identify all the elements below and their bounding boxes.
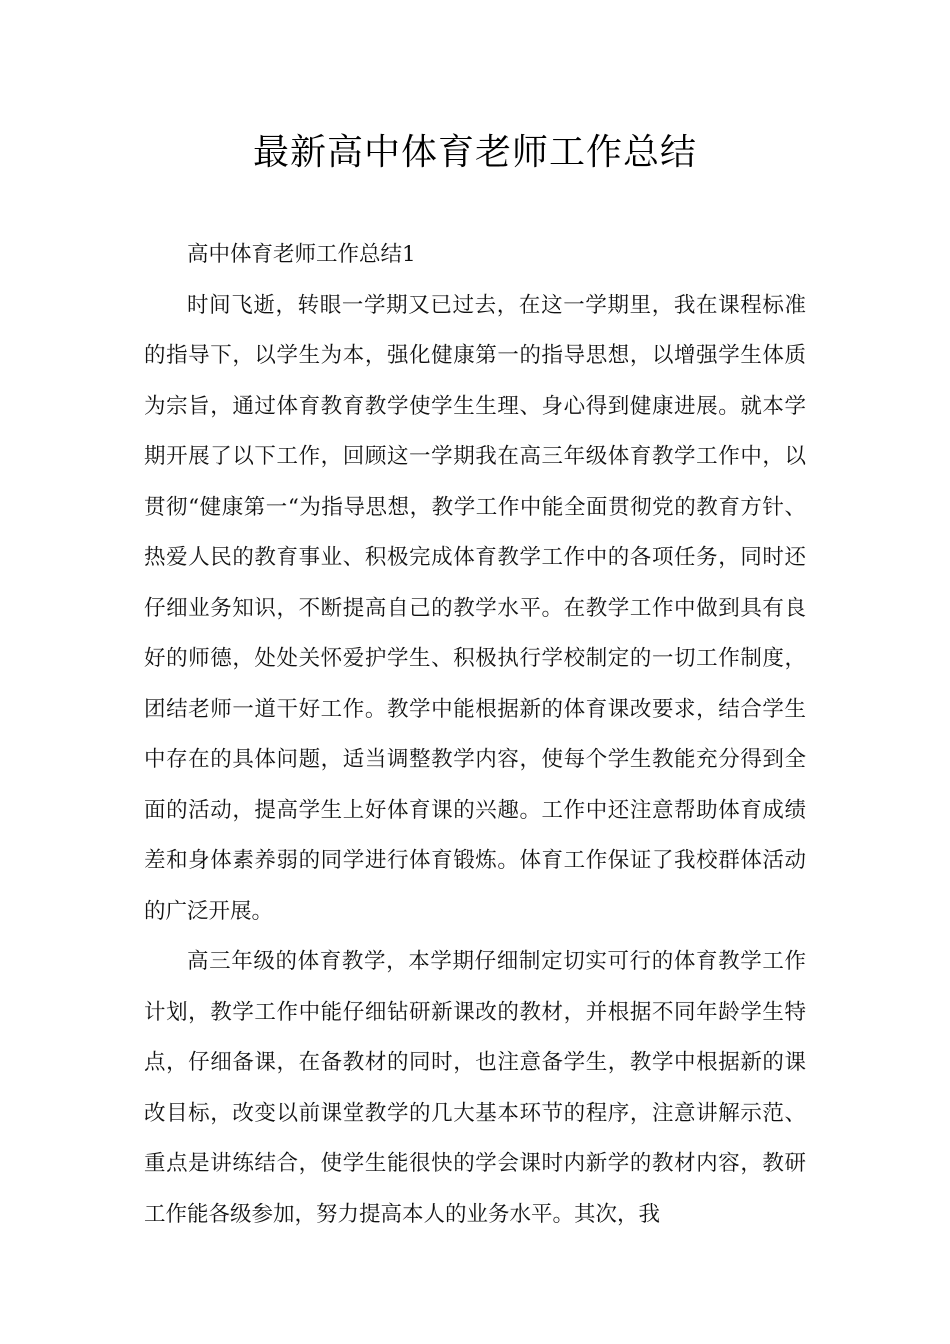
body-paragraph-2: 高三年级的体育教学，本学期仔细制定切实可行的体育教学工作计划，教学工作中能仔细钻研新课改的教材，并根据不同年龄学生特点，仔细备课，在备教材的同时，也注意备学生，教学中根据新的课改目标，改变以前课堂教学的几大基本环节的程序，注意讲解示范、重点是讲练结合，使学生能很快的学会课时内新学的教材内容，教研工作能各级参加，努力提高本人的业务水平。其次，我: [144, 949, 806, 1227]
document-title: 最新高中体育老师工作总结: [252, 132, 697, 173]
document-body: [144, 230, 806, 1240]
section-heading: 高中体育老师工作总结1: [187, 242, 416, 267]
body-paragraph-1: 时间飞逝，转眼一学期又已过去，在这一学期里，我在课程标准的指导下，以学生为本，强化健康第一的指导思想，以增强学生体质为宗旨，通过体育教育教学使学生生理、身心得到健康进展。就本学期开展了以下工作，回顾这一学期我在高三年级体育教学工作中，以贯彻“健康第一“为指导思想，教学工作中能全面贯彻党的教育方针、热爱人民的教育事业、积极完成体育教学工作中的各项任务，同时还仔细业务知识，不断提高自己的教学水平。在教学工作中做到具有良好的师德，处处关怀爱护学生、积极执行学校制定的一切工作制度，团结老师一道干好工作。教学中能根据新的体育课改要求，结合学生中存在的具体问题，适当调整教学内容，使每个学生教能充分得到全面的活动，提高学生上好体育课的兴趣。工作中还注意帮助体育成绩差和身体素养弱的同学进行体育锻炼。体育工作保证了我校群体活动的广泛开展。: [144, 292, 806, 924]
